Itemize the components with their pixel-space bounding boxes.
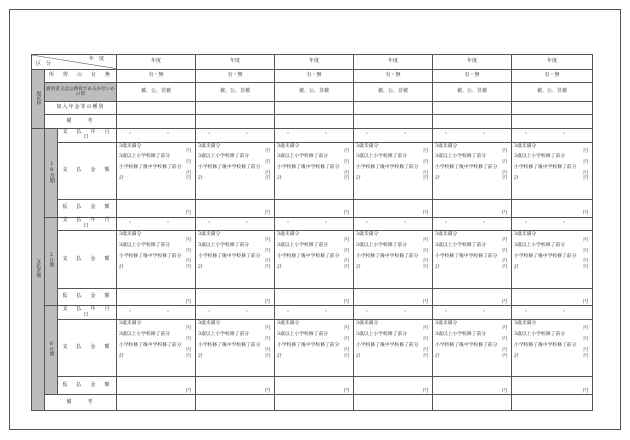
under-3-label: 3歳未満分 [119,321,142,327]
yen-unit: 円 [344,264,350,270]
yen-unit: 円 [502,159,508,165]
genkyo-section-label: 現況届 [32,69,45,128]
junior-high-label: 小学校修了後中学校修了前分 [356,165,419,171]
temporary-amount-value [196,377,275,395]
payment-date-value: ・ ・ [354,128,433,142]
employee-status-value: 被、公、非被 [117,83,196,102]
temporary-amount-value [354,288,433,306]
yen-unit: 円 [423,326,429,332]
over-3-elementary-label: 3歳以上小学校修了前分 [277,331,329,337]
income-status-value: 有・無 [196,69,275,82]
genkyo-remarks-value [433,115,512,128]
junior-high-label: 小学校修了後中学校修了前分 [277,253,340,259]
total-label: 計 [198,353,203,359]
period-label-jun: 6月期 [45,306,58,395]
under-3-label: 3歳未満分 [435,232,458,238]
under-3-label: 3歳未満分 [514,143,537,149]
payment-remarks-value [275,395,354,411]
yen-unit: 円 [583,298,589,305]
yen-unit: 円 [583,348,589,354]
income-status-value: 有・無 [117,69,196,82]
over-3-elementary-label: 3歳以上小学校修了前分 [514,154,566,160]
yen-unit: 円 [423,387,429,394]
yen-unit: 円 [583,353,589,359]
payment-amount-breakdown [117,142,196,199]
payment-date-value: ・ ・ [117,306,196,320]
over-3-elementary-label: 3歳以上小学校修了前分 [119,243,171,249]
junior-high-label: 小学校修了後中学校修了前分 [277,165,340,171]
payment-amount-breakdown [512,142,593,199]
yen-unit: 円 [423,298,429,305]
total-label: 計 [514,264,519,270]
junior-high-label: 小学校修了後中学校修了前分 [277,342,340,348]
yen-unit: 円 [265,210,271,217]
year-header-3: 年度 [275,55,354,70]
payment-amount-breakdown [354,320,433,377]
under-3-label: 3歳未満分 [514,321,537,327]
yen-unit: 円 [583,148,589,154]
total-row [198,265,273,270]
yen-unit: 円 [344,298,350,305]
temporary-amount-value [117,288,196,306]
yen-unit: 円 [423,353,429,359]
yen-unit: 円 [502,237,508,243]
over-3-elementary-label: 3歳以上小学校修了前分 [277,154,329,160]
yen-unit: 円 [502,264,508,270]
genkyo-remarks-value [354,115,433,128]
temporary-amount-value [275,199,354,217]
over-3-elementary-label: 3歳以上小学校修了前分 [435,331,487,337]
total-label: 計 [277,176,282,182]
payment-amount-breakdown [433,231,512,288]
payment-date-value: ・ ・ [196,128,275,142]
yen-unit: 円 [265,326,271,332]
yen-unit: 円 [186,387,192,394]
yen-unit: 円 [583,248,589,254]
yen-unit: 円 [423,248,429,254]
yen-unit: 円 [344,159,350,165]
header-year-label: 年 度 [89,56,105,62]
under-3-label: 3歳未満分 [356,143,379,149]
payment-amount-breakdown [275,231,354,288]
junior-high-label: 小学校修了後中学校修了前分 [356,342,419,348]
yen-unit: 円 [502,387,508,394]
yen-unit: 円 [502,326,508,332]
employee-status-value: 被、公、非被 [512,83,593,102]
payment-remarks-value [117,395,196,411]
temporary-amount-label: 仮 払 金 額 [58,199,117,217]
yen-unit: 円 [583,159,589,165]
yen-unit: 円 [583,176,589,182]
payment-date-value: ・ ・ [354,306,433,320]
employee-status-value: 被、公、非被 [275,83,354,102]
yen-unit: 円 [186,298,192,305]
over-3-elementary-label: 3歳以上小学校修了前分 [198,243,250,249]
total-row [198,354,273,359]
total-label: 計 [435,176,440,182]
total-row [356,354,431,359]
payment-remarks-value [433,395,512,411]
yen-unit: 円 [265,264,271,270]
yen-unit: 円 [265,159,271,165]
header-category-label: 区 分 [36,60,52,67]
payment-date-value: ・ ・ [196,217,275,231]
yen-unit: 円 [423,348,429,354]
genkyo-remarks-value [117,115,196,128]
yen-unit: 円 [265,387,271,394]
under-3-label: 3歳未満分 [198,143,221,149]
pension-type-value [512,102,593,115]
over-3-elementary-label: 3歳以上小学校修了前分 [356,243,408,249]
yen-unit: 円 [265,348,271,354]
yen-unit: 円 [186,259,192,265]
yen-unit: 円 [344,148,350,154]
payment-amount-label: 支 払 金 額 [58,231,117,288]
yen-unit: 円 [502,298,508,305]
employee-status-value: 被、公、非被 [354,83,433,102]
yen-unit: 円 [265,176,271,182]
yen-unit: 円 [265,337,271,343]
genkyo-remarks-value [275,115,354,128]
temporary-amount-value [433,377,512,395]
yen-unit: 円 [265,237,271,243]
over-3-elementary-label: 3歳以上小学校修了前分 [277,243,329,249]
under-3-label: 3歳未満分 [356,232,379,238]
temporary-amount-value [512,377,593,395]
payment-amount-breakdown [275,142,354,199]
payment-amount-breakdown [354,231,433,288]
yen-unit: 円 [583,326,589,332]
yen-unit: 円 [344,387,350,394]
yen-unit: 円 [583,259,589,265]
over-3-elementary-label: 3歳以上小学校修了前分 [119,154,171,160]
yen-unit: 円 [502,248,508,254]
yen-unit: 円 [502,337,508,343]
total-row [356,176,431,181]
payment-remarks-value [196,395,275,411]
payment-amount-breakdown [196,231,275,288]
yen-unit: 円 [344,353,350,359]
total-row [119,265,194,270]
junior-high-label: 小学校修了後中学校修了前分 [435,165,498,171]
payment-date-value: ・ ・ [433,306,512,320]
total-label: 計 [277,353,282,359]
under-3-label: 3歳未満分 [514,232,537,238]
yen-unit: 円 [344,337,350,343]
yen-unit: 円 [186,237,192,243]
temporary-amount-value [196,199,275,217]
yen-unit: 円 [186,264,192,270]
total-row [277,265,352,270]
under-3-label: 3歳未満分 [119,143,142,149]
under-3-label: 3歳未満分 [435,321,458,327]
junior-high-label: 小学校修了後中学校修了前分 [514,165,577,171]
yen-unit: 円 [344,259,350,265]
yen-unit: 円 [583,264,589,270]
payment-amount-breakdown [354,142,433,199]
under-3-label: 3歳未満分 [119,232,142,238]
total-row [514,354,591,359]
total-label: 計 [119,264,124,270]
temporary-amount-value [275,288,354,306]
total-row [119,176,194,181]
total-label: 計 [198,264,203,270]
over-3-elementary-label: 3歳以上小学校修了前分 [435,243,487,249]
yen-unit: 円 [583,387,589,394]
yen-unit: 円 [423,264,429,270]
total-row [119,354,194,359]
year-header-6: 年度 [512,55,593,70]
yen-unit: 円 [186,353,192,359]
junior-high-label: 小学校修了後中学校修了前分 [435,342,498,348]
year-header-4: 年度 [354,55,433,70]
total-label: 計 [119,176,124,182]
junior-high-label: 小学校修了後中学校修了前分 [198,165,261,171]
total-label: 計 [119,353,124,359]
yen-unit: 円 [186,326,192,332]
over-3-elementary-label: 3歳以上小学校修了前分 [514,331,566,337]
period-label-feb: 2月期 [45,217,58,306]
total-label: 計 [356,176,361,182]
total-label: 計 [356,264,361,270]
under-3-label: 3歳未満分 [198,321,221,327]
temporary-amount-label: 仮 払 金 額 [58,288,117,306]
total-label: 計 [198,176,203,182]
total-row [514,265,591,270]
junior-high-label: 小学校修了後中学校修了前分 [356,253,419,259]
yen-unit: 円 [423,337,429,343]
temporary-amount-value [117,377,196,395]
pension-type-value [117,102,196,115]
total-label: 計 [356,353,361,359]
yen-unit: 円 [423,237,429,243]
total-row [435,354,510,359]
payment-remarks-value [512,395,593,411]
over-3-elementary-label: 3歳以上小学校修了前分 [514,243,566,249]
income-status-label: 所 得 の 有 無 [45,69,117,82]
under-3-label: 3歳未満分 [277,321,300,327]
yen-unit: 円 [502,176,508,182]
yen-unit: 円 [423,159,429,165]
temporary-amount-value [512,199,593,217]
yen-unit: 円 [186,248,192,254]
payment-record-table [31,54,593,411]
total-row [435,176,510,181]
income-status-value: 有・無 [433,69,512,82]
pension-type-label: 加入年金等の種別 [45,102,117,115]
genkyo-remarks-value [512,115,593,128]
over-3-elementary-label: 3歳以上小学校修了前分 [435,154,487,160]
temporary-amount-value [433,288,512,306]
income-status-value: 有・無 [354,69,433,82]
junior-high-label: 小学校修了後中学校修了前分 [198,342,261,348]
junior-high-label: 小学校修了後中学校修了前分 [514,253,577,259]
yen-unit: 円 [502,148,508,154]
temporary-amount-value [196,288,275,306]
temporary-amount-value [433,199,512,217]
yen-unit: 円 [502,348,508,354]
yen-unit: 円 [423,170,429,176]
pension-type-value [275,102,354,115]
yen-unit: 円 [186,210,192,217]
yen-unit: 円 [186,170,192,176]
payment-date-value: ・ ・ [196,306,275,320]
payment-date-value: ・ ・ [512,306,593,320]
total-row [514,176,591,181]
total-row [198,176,273,181]
yen-unit: 円 [502,353,508,359]
total-row [277,176,352,181]
under-3-label: 3歳未満分 [435,143,458,149]
total-label: 計 [435,353,440,359]
yen-unit: 円 [344,210,350,217]
payment-amount-label: 支 払 金 額 [58,320,117,377]
temporary-amount-value [117,199,196,217]
payment-date-label: 支 払 年 月 日 [58,306,117,320]
year-header-2: 年度 [196,55,275,70]
year-header-1: 年度 [117,55,196,70]
pension-type-value [354,102,433,115]
yen-unit: 円 [583,237,589,243]
yen-unit: 円 [344,248,350,254]
payment-amount-breakdown [275,320,354,377]
payment-amount-breakdown [512,231,593,288]
payment-amount-breakdown [117,231,196,288]
under-3-label: 3歳未満分 [198,232,221,238]
payment-section-label: 支払金額 [32,128,45,410]
payment-date-value: ・ ・ [275,306,354,320]
payment-date-value: ・ ・ [275,217,354,231]
yen-unit: 円 [502,210,508,217]
yen-unit: 円 [344,326,350,332]
payment-amount-label: 支 払 金 額 [58,142,117,199]
genkyo-remarks-label: 備 考 [45,115,117,128]
genkyo-remarks-value [196,115,275,128]
yen-unit: 円 [186,148,192,154]
yen-unit: 円 [502,170,508,176]
yen-unit: 円 [423,259,429,265]
over-3-elementary-label: 3歳以上小学校修了前分 [198,331,250,337]
payment-date-label: 支 払 年 月 日 [58,128,117,142]
payment-date-value: ・ ・ [275,128,354,142]
total-label: 計 [514,353,519,359]
header-diagonal-cell [32,55,117,70]
employee-status-value: 被、公、非被 [433,83,512,102]
yen-unit: 円 [186,176,192,182]
total-row [356,265,431,270]
total-row [277,354,352,359]
total-label: 計 [277,264,282,270]
payment-date-value: ・ ・ [512,128,593,142]
yen-unit: 円 [265,148,271,154]
yen-unit: 円 [186,348,192,354]
yen-unit: 円 [583,170,589,176]
payment-remarks-label: 備 考 [45,395,117,411]
payment-amount-breakdown [117,320,196,377]
yen-unit: 円 [583,210,589,217]
yen-unit: 円 [344,176,350,182]
pension-type-value [196,102,275,115]
junior-high-label: 小学校修了後中学校修了前分 [119,165,182,171]
income-status-value: 有・無 [275,69,354,82]
temporary-amount-value [354,199,433,217]
temporary-amount-value [275,377,354,395]
yen-unit: 円 [186,159,192,165]
over-3-elementary-label: 3歳以上小学校修了前分 [198,154,250,160]
over-3-elementary-label: 3歳以上小学校修了前分 [356,154,408,160]
under-3-label: 3歳未満分 [277,232,300,238]
over-3-elementary-label: 3歳以上小学校修了前分 [356,331,408,337]
yen-unit: 円 [265,298,271,305]
yen-unit: 円 [344,348,350,354]
payment-date-label: 支 払 年 月 日 [58,217,117,231]
over-3-elementary-label: 3歳以上小学校修了前分 [119,331,171,337]
payment-amount-breakdown [196,320,275,377]
yen-unit: 円 [186,337,192,343]
yen-unit: 円 [265,259,271,265]
payment-date-value: ・ ・ [433,217,512,231]
temporary-amount-value [512,288,593,306]
yen-unit: 円 [423,148,429,154]
payment-amount-breakdown [512,320,593,377]
payment-date-value: ・ ・ [117,128,196,142]
junior-high-label: 小学校修了後中学校修了前分 [119,253,182,259]
under-3-label: 3歳未満分 [356,321,379,327]
total-label: 計 [514,176,519,182]
total-label: 計 [435,264,440,270]
payment-amount-breakdown [433,142,512,199]
temporary-amount-value [354,377,433,395]
yen-unit: 円 [423,176,429,182]
junior-high-label: 小学校修了後中学校修了前分 [514,342,577,348]
period-label-oct: 10月期 [45,128,58,217]
payment-amount-breakdown [433,320,512,377]
payment-date-value: ・ ・ [512,217,593,231]
payment-date-value: ・ ・ [117,217,196,231]
payment-remarks-value [354,395,433,411]
junior-high-label: 小学校修了後中学校修了前分 [198,253,261,259]
yen-unit: 円 [265,248,271,254]
yen-unit: 円 [265,170,271,176]
temporary-amount-label: 仮 払 金 額 [58,377,117,395]
payment-date-value: ・ ・ [354,217,433,231]
junior-high-label: 小学校修了後中学校修了前分 [119,342,182,348]
income-status-value: 有・無 [512,69,593,82]
employee-status-label: 被用者又は公務員であるかないかの別 [45,83,117,102]
employee-status-value: 被、公、非被 [196,83,275,102]
total-row [435,265,510,270]
yen-unit: 円 [344,170,350,176]
payment-date-value: ・ ・ [433,128,512,142]
year-header-5: 年度 [433,55,512,70]
under-3-label: 3歳未満分 [277,143,300,149]
yen-unit: 円 [265,353,271,359]
yen-unit: 円 [502,259,508,265]
yen-unit: 円 [423,210,429,217]
pension-type-value [433,102,512,115]
yen-unit: 円 [583,337,589,343]
yen-unit: 円 [344,237,350,243]
junior-high-label: 小学校修了後中学校修了前分 [435,253,498,259]
payment-amount-breakdown [196,142,275,199]
